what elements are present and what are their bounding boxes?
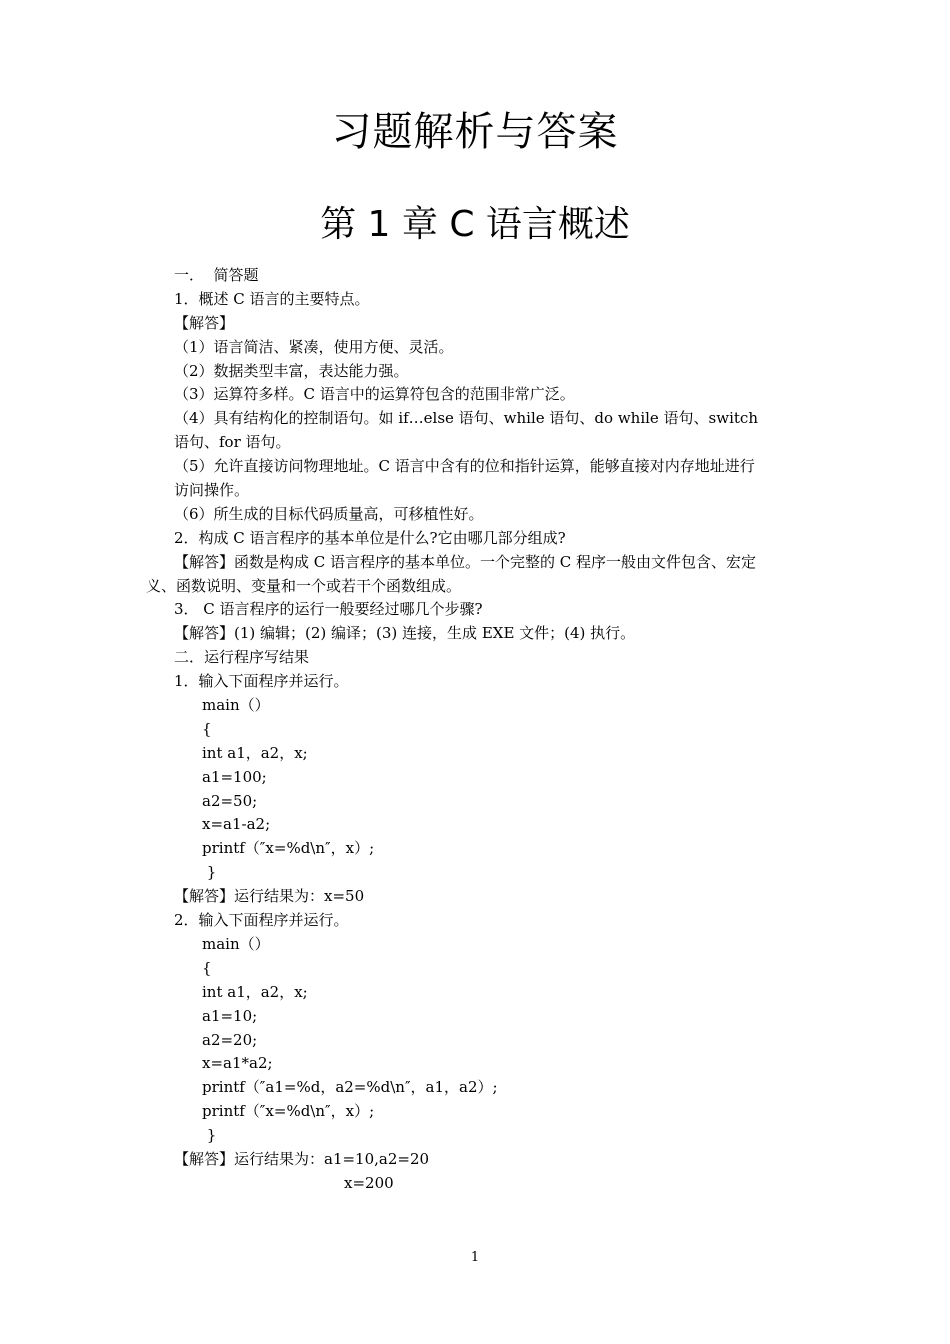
- text-line: main（）: [202, 696, 270, 715]
- text-line: 一． 简答题: [174, 266, 259, 284]
- chapter-title: 第 1 章 C 语言概述: [320, 204, 630, 245]
- text-line: a2=50;: [202, 791, 258, 810]
- text-line: int a1，a2，x;: [202, 982, 308, 1001]
- text-line: 3． C 语言程序的运行一般要经过哪几个步骤?: [174, 600, 483, 619]
- text-line: printf（″x=%d\n″，x）;: [202, 839, 375, 858]
- text-line: }: [202, 1126, 217, 1145]
- text-line: x=a1*a2;: [202, 1054, 273, 1073]
- text-line: 1．输入下面程序并运行。: [174, 672, 349, 691]
- text-line: 1．概述 C 语言的主要特点。: [174, 289, 370, 308]
- text-line: （3）运算符多样。C 语言中的运算符包含的范围非常广泛。: [174, 385, 575, 404]
- text-line: a1=100;: [202, 767, 267, 786]
- text-line: printf（″a1=%d，a2=%d\n″，a1，a2）;: [202, 1078, 498, 1097]
- text-line: 【解答】: [174, 313, 235, 332]
- text-line: {: [202, 958, 212, 977]
- document-body: [146, 264, 810, 1196]
- text-line: （6）所生成的目标代码质量高，可移植性好。: [174, 504, 484, 523]
- text-line: 【解答】运行结果为：x=50: [174, 887, 365, 906]
- text-line: x=a1-a2;: [202, 815, 271, 834]
- text-line: 【解答】(1) 编辑；(2) 编译；(3) 连接，生成 EXE 文件；(4) 执行。: [174, 624, 636, 643]
- text-line: printf（″x=%d\n″，x）;: [202, 1102, 375, 1121]
- text-line: 【解答】函数是构成 C 语言程序的基本单位。一个完整的 C 程序一般由文件包含、宏定: [174, 552, 757, 571]
- document-title: 习题解析与答案: [331, 109, 619, 155]
- text-line: int a1，a2，x;: [202, 743, 308, 762]
- text-line: main（）: [202, 934, 270, 953]
- text-line: 2．构成 C 语言程序的基本单位是什么?它由哪几部分组成?: [174, 528, 566, 547]
- text-line: 访问操作。: [174, 481, 250, 500]
- text-line: 【解答】运行结果为：a1=10,a2=20: [174, 1149, 430, 1168]
- text-line: x=200: [344, 1173, 394, 1192]
- text-line: （1）语言简洁、紧凑，使用方便、灵活。: [174, 337, 454, 356]
- text-line: （5）允许直接访问物理地址。C 语言中含有的位和指针运算，能够直接对内存地址进行: [174, 457, 755, 476]
- text-line: 二．运行程序写结果: [174, 648, 310, 667]
- text-line: 义、函数说明、变量和一个或若干个函数组成。: [146, 576, 462, 595]
- text-line: a1=10;: [202, 1006, 258, 1025]
- text-line: a2=20;: [202, 1030, 258, 1049]
- text-line: （2）数据类型丰富，表达能力强。: [174, 361, 409, 380]
- page-number: 1: [470, 1250, 480, 1265]
- text-line: 语句、for 语句。: [174, 433, 291, 452]
- text-line: }: [202, 863, 217, 882]
- text-line: （4）具有结构化的控制语句。如 if…else 语句、while 语句、do while 语句、switch: [174, 409, 758, 428]
- text-line: 2．输入下面程序并运行。: [174, 911, 349, 930]
- text-line: {: [202, 719, 212, 738]
